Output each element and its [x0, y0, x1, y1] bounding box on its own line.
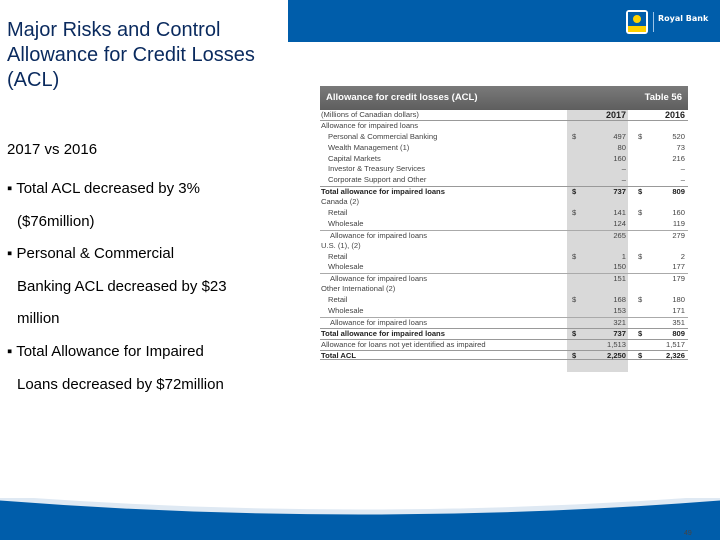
bullet-line: ▪ Personal & Commercial [7, 245, 175, 263]
table-row [320, 197, 688, 208]
value-2016: 216 [672, 153, 685, 163]
subheading: 2017 vs 2016 [7, 141, 98, 158]
row-label: Retail [328, 251, 348, 261]
value-2016: 520 [672, 131, 685, 141]
currency-2016: $ [638, 131, 643, 141]
bullet-line: Banking ACL decreased by $23 [17, 277, 227, 295]
row-label: Other International (2) [321, 284, 396, 294]
value-2016: 2,326 [665, 350, 685, 360]
row-label: Total allowance for impaired loans [321, 328, 445, 338]
currency-2017: $ [572, 187, 577, 197]
value-2017: 2,250 [606, 350, 626, 360]
value-2017: 1 [621, 251, 626, 261]
row-label: Canada (2) [321, 197, 359, 207]
value-2016: 177 [672, 262, 685, 272]
value-2016: – [680, 175, 685, 185]
row-label: Allowance for impaired loans [321, 120, 419, 130]
value-2016: 180 [672, 295, 685, 305]
value-2016: 160 [672, 208, 685, 218]
bullet-line: Loans decreased by $72million [17, 375, 224, 393]
row-label: Capital Markets [328, 153, 381, 163]
value-2017: – [621, 164, 626, 174]
royal-bank-logo [626, 10, 718, 34]
footer-band [0, 498, 720, 540]
value-2016: 809 [672, 187, 685, 197]
value-2016: 279 [672, 230, 685, 240]
unit-label: (Millions of Canadian dollars) [321, 110, 419, 119]
currency-2016: $ [638, 251, 643, 261]
value-2017: – [621, 175, 626, 185]
value-2016: 179 [672, 274, 685, 284]
title-line: Allowance for Credit Losses [7, 44, 255, 66]
value-2017: 497 [613, 131, 626, 141]
row-label: Retail [328, 295, 348, 305]
bullet-line: ▪ Total Allowance for Impaired [7, 342, 204, 360]
table-number: Table 56 [644, 92, 682, 103]
value-2017: 737 [613, 187, 626, 197]
column-header-2017: 2017 [605, 110, 626, 120]
table-row [320, 284, 688, 295]
acl-table [320, 86, 688, 360]
bullet-line: ($76million) [17, 212, 95, 230]
table-row [320, 230, 688, 241]
table-row [320, 252, 688, 263]
value-2017: 141 [613, 208, 626, 218]
value-2016: 2 [680, 251, 685, 261]
currency-2017: $ [572, 350, 577, 360]
value-2017: 737 [613, 328, 626, 338]
value-2017: 124 [613, 218, 626, 228]
value-2016: 119 [672, 218, 685, 228]
bullet-line: ▪ Total ACL decreased by 3% [7, 180, 200, 197]
value-2016: 171 [672, 306, 685, 316]
table-rows [320, 121, 688, 361]
row-label: Wholesale [328, 262, 364, 272]
row-label: Allowance for loans not yet identified as impaired [321, 339, 486, 349]
table-body [320, 110, 688, 360]
currency-2016: $ [638, 328, 643, 338]
row-label: Allowance for impaired loans [330, 317, 428, 327]
row-label: Personal & Commercial Banking [328, 131, 438, 141]
row-label: Wealth Management (1) [328, 142, 410, 152]
currency-2016: $ [638, 350, 643, 360]
table-row [320, 164, 688, 175]
currency-2017: $ [572, 208, 577, 218]
table-row [320, 143, 688, 154]
table-row [320, 132, 688, 143]
logo-text: Royal Bank [658, 14, 709, 23]
row-label: Allowance for impaired loans [330, 274, 428, 284]
bullet-list [7, 173, 299, 401]
value-2017: 151 [613, 274, 626, 284]
logo-divider [653, 12, 654, 32]
title-line: (ACL) [7, 69, 60, 91]
table-row [320, 121, 688, 132]
row-label: U.S. (1), (2) [321, 240, 361, 250]
value-2017: 168 [613, 295, 626, 305]
value-2017: 265 [613, 230, 626, 240]
table-row [320, 273, 688, 284]
currency-2016: $ [638, 187, 643, 197]
row-label: Wholesale [328, 306, 364, 316]
table-row [320, 328, 688, 339]
table-row [320, 208, 688, 219]
table-row [320, 339, 688, 350]
table-row [320, 186, 688, 197]
currency-2017: $ [572, 131, 577, 141]
row-label: Total allowance for impaired loans [321, 187, 445, 197]
currency-2016: $ [638, 208, 643, 218]
value-2016: 809 [672, 328, 685, 338]
table-row [320, 219, 688, 230]
title-line: Major Risks and Control [7, 19, 221, 41]
value-2016: 351 [672, 317, 685, 327]
currency-2017: $ [572, 295, 577, 305]
row-label: Corporate Support and Other [328, 175, 427, 185]
bullet-line: million [17, 310, 60, 328]
table-header-row [320, 110, 688, 121]
value-2017: 150 [613, 262, 626, 272]
rbc-shield-icon [626, 10, 648, 34]
row-label: Wholesale [328, 218, 364, 228]
value-2016: 1,517 [665, 339, 685, 349]
value-2017: 153 [613, 306, 626, 316]
table-row [320, 295, 688, 306]
currency-2016: $ [638, 295, 643, 305]
value-2016: 73 [676, 142, 685, 152]
row-label: Retail [328, 208, 348, 218]
row-label: Allowance for impaired loans [330, 230, 428, 240]
currency-2017: $ [572, 328, 577, 338]
value-2016: – [680, 164, 685, 174]
table-row [320, 350, 688, 361]
table-title-bar [320, 86, 688, 110]
currency-2017: $ [572, 251, 577, 261]
table-title: Allowance for credit losses (ACL) [326, 92, 478, 103]
value-2017: 321 [613, 317, 626, 327]
table-row [320, 306, 688, 317]
table-row [320, 154, 688, 165]
value-2017: 80 [617, 142, 626, 152]
table-row [320, 241, 688, 252]
table-row [320, 175, 688, 186]
row-label: Total ACL [321, 350, 357, 360]
row-label: Investor & Treasury Services [328, 164, 426, 174]
value-2017: 160 [613, 153, 626, 163]
table-row [320, 262, 688, 273]
page-number: 49 [684, 530, 692, 537]
table-row [320, 317, 688, 328]
column-header-2016: 2016 [664, 110, 685, 120]
slide-title [0, 0, 288, 106]
value-2017: 1,513 [606, 339, 626, 349]
